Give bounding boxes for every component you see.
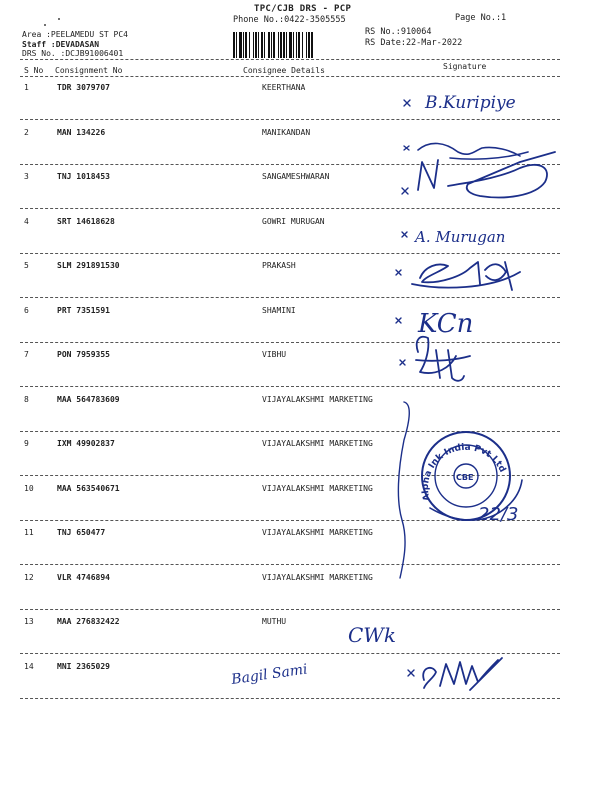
signature-row-13 bbox=[348, 623, 396, 647]
row-consignee-name: VIJAYALAKSHMI MARKETING bbox=[262, 439, 373, 448]
row-consignee-name: VIJAYALAKSHMI MARKETING bbox=[262, 528, 373, 537]
row-14-note: Bagil Sami bbox=[230, 661, 309, 688]
sheet-title: TPC/CJB DRS - PCP bbox=[254, 4, 352, 14]
row-serial-number: 2 bbox=[24, 128, 29, 137]
row-consignment-number: VLR 4746894 bbox=[57, 573, 110, 582]
row-consignee-name: VIBHU bbox=[262, 350, 287, 359]
row-serial-number: 5 bbox=[24, 261, 29, 270]
signature-row-4 bbox=[402, 228, 505, 246]
row-serial-number: 9 bbox=[24, 439, 29, 448]
stamp-date: 22/3 bbox=[478, 504, 519, 525]
row-consignment-number: SLM 291891530 bbox=[57, 261, 120, 270]
signature-row-1 bbox=[404, 93, 516, 113]
signature-row-4-text: A. Murugan bbox=[415, 228, 506, 246]
area-label: Area :PEELAMEDU ST PC4 bbox=[22, 30, 128, 39]
row-consignment-number: SRT 14618628 bbox=[57, 217, 115, 226]
rs-number: RS No.:910064 bbox=[365, 27, 432, 37]
row-consignment-number: PRT 7351591 bbox=[57, 306, 110, 315]
row-consignment-number: IXM 49902837 bbox=[57, 439, 115, 448]
row-consignment-number: TNJ 650477 bbox=[57, 528, 106, 537]
row-serial-number: 14 bbox=[24, 662, 34, 671]
page-number: Page No.:1 bbox=[455, 13, 507, 23]
signature-row-6 bbox=[396, 309, 473, 339]
row-consignee-name: GOWRI MURUGAN bbox=[262, 217, 325, 226]
signature-row-13-text: CWk bbox=[348, 623, 396, 647]
row-consignment-number: PON 7959355 bbox=[57, 350, 110, 359]
row-consignee-name: SANGAMESHWARAN bbox=[262, 172, 330, 181]
company-stamp bbox=[421, 432, 522, 525]
scan-speck bbox=[58, 18, 60, 20]
row-consignment-number: MAA 276832422 bbox=[57, 617, 120, 626]
stamp-ring-text: Alpha Ink India Pvt Ltd bbox=[420, 442, 508, 502]
row-consignee-name: SHAMINI bbox=[262, 306, 296, 315]
row-serial-number: 6 bbox=[24, 306, 29, 315]
row-serial-number: 7 bbox=[24, 350, 29, 359]
row-consignment-number: MAA 564783609 bbox=[57, 395, 120, 404]
scan-speck bbox=[44, 24, 46, 26]
row-consignee-name: MUTHU bbox=[262, 617, 287, 626]
row-consignment-number: MAN 134226 bbox=[57, 128, 106, 137]
row-consignee-name: PRAKASH bbox=[262, 261, 296, 270]
row-serial-number: 3 bbox=[24, 172, 29, 181]
row-consignee-name: VIJAYALAKSHMI MARKETING bbox=[262, 395, 373, 404]
signature-row-7 bbox=[400, 337, 470, 381]
row-serial-number: 13 bbox=[24, 617, 34, 626]
column-header-consignee: Consignee Details bbox=[243, 66, 325, 75]
row-consignment-number: TDR 3079707 bbox=[57, 83, 110, 92]
row-consignee-name: KEERTHANA bbox=[262, 83, 306, 92]
signature-row-5 bbox=[396, 262, 520, 290]
staff-label: Staff :DEVADASAN bbox=[22, 39, 100, 49]
row-consignment-number: TNJ 1018453 bbox=[57, 172, 110, 181]
signature-row-1-text: B.Kuripiye bbox=[425, 93, 516, 113]
column-header-signature: Signature bbox=[443, 62, 487, 71]
row-consignee-name: MANIKANDAN bbox=[262, 128, 311, 137]
row-consignee-name: VIJAYALAKSHMI MARKETING bbox=[262, 484, 373, 493]
row-serial-number: 4 bbox=[24, 217, 29, 226]
stamp-bracket bbox=[398, 402, 409, 578]
row-serial-number: 12 bbox=[24, 573, 34, 582]
row-consignment-number: MNI 2365029 bbox=[57, 662, 110, 671]
column-header-sno: S No bbox=[24, 66, 44, 75]
stamp-center-text: CBE bbox=[456, 473, 474, 482]
row-consignee-name: VIJAYALAKSHMI MARKETING bbox=[262, 573, 373, 582]
signature-row-6-text: KCn bbox=[418, 309, 474, 339]
phone-number: Phone No.:0422-3505555 bbox=[233, 15, 346, 25]
column-header-consignment: Consignment No bbox=[55, 66, 123, 75]
row-serial-number: 10 bbox=[24, 484, 34, 493]
drs-number: DRS No. :DCJB91006401 bbox=[22, 49, 124, 58]
rs-date: RS Date:22-Mar-2022 bbox=[365, 38, 463, 48]
row-serial-number: 1 bbox=[24, 83, 29, 92]
row-consignment-number: MAA 563540671 bbox=[57, 484, 120, 493]
row-serial-number: 11 bbox=[24, 528, 34, 537]
row-serial-number: 8 bbox=[24, 395, 29, 404]
signature-row-2 bbox=[404, 143, 528, 159]
signature-row-14 bbox=[229, 658, 502, 690]
